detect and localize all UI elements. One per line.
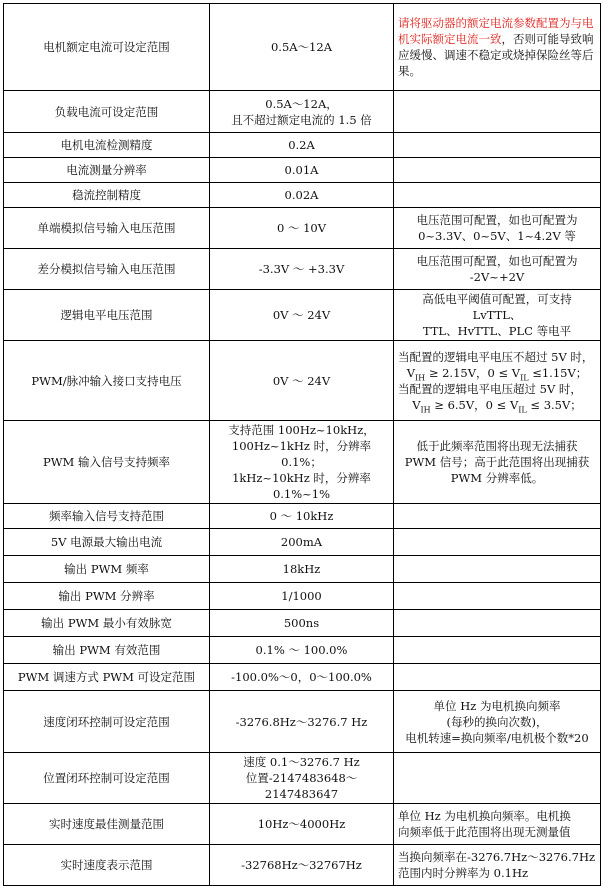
table-row xyxy=(4,4,601,91)
value-cell: 0.1% ～ 100.0% xyxy=(210,637,394,664)
note-cell xyxy=(394,183,601,208)
param-cell: PWM/脉冲输入接口支持电压 xyxy=(4,341,210,421)
value-cell: 10Hz～4000Hz xyxy=(210,804,394,845)
value-cell: -3.3V ～ +3.3V xyxy=(210,249,394,290)
note-cell: 单位 Hz 为电机换向频率 (每秒的换向次数)， 电机转速=换向频率/电机极个数*20 xyxy=(394,691,601,753)
note-cell xyxy=(394,583,601,610)
table-row xyxy=(4,249,601,290)
param-cell: 稳流控制精度 xyxy=(4,183,210,208)
table-row xyxy=(4,804,601,845)
param-cell: 电机额定电流可设定范围 xyxy=(4,4,210,91)
note-cell xyxy=(394,610,601,637)
note-cell: 电压范围可配置，如也可配置为 -2V~+2V xyxy=(394,249,601,290)
value-cell: -100.0%～0，0～100.0% xyxy=(210,664,394,691)
table-row xyxy=(4,845,601,886)
value-cell: 0.5A～12A， 且不超过额定电流的 1.5 倍 xyxy=(210,91,394,133)
value-cell: 0.5A～12A xyxy=(210,4,394,91)
note-cell: 当换向频率在-3276.7Hz～3276.7Hz 范围内时分辨率为 0.1Hz xyxy=(394,845,601,886)
note-cell xyxy=(394,158,601,183)
table-row xyxy=(4,341,601,421)
table-row xyxy=(4,753,601,804)
value-cell: 支持范围 100Hz~10kHz， 100Hz~1kHz 时，分辨率 0.1%； 1kHz~10kHz 时，分辨率 0.1%~1% xyxy=(210,421,394,504)
note-cell xyxy=(394,504,601,529)
table-row xyxy=(4,133,601,158)
note-cell xyxy=(394,91,601,133)
table-row xyxy=(4,691,601,753)
table-row xyxy=(4,421,601,504)
param-cell: 速度闭环控制可设定范围 xyxy=(4,691,210,753)
table-row xyxy=(4,91,601,133)
param-cell: 输出 PWM 分辨率 xyxy=(4,583,210,610)
note-cell xyxy=(394,664,601,691)
param-cell: 负载电流可设定范围 xyxy=(4,91,210,133)
param-cell: 输出 PWM 有效范围 xyxy=(4,637,210,664)
note-cell xyxy=(394,753,601,804)
value-cell: -32768Hz～32767Hz xyxy=(210,845,394,886)
table-row xyxy=(4,504,601,529)
param-cell: 实时速度最佳测量范围 xyxy=(4,804,210,845)
value-cell: 0.02A xyxy=(210,183,394,208)
note-cell: 单位 Hz 为电机换向频率。电机换 向频率低于此范围将出现无测量值 xyxy=(394,804,601,845)
table-row xyxy=(4,637,601,664)
param-cell: 输出 PWM 频率 xyxy=(4,556,210,583)
table-row xyxy=(4,208,601,249)
param-cell: 实时速度表示范围 xyxy=(4,845,210,886)
note-text: ，否则可能导致响应缓慢、调速不稳定或烧掉保险丝等后果。 xyxy=(398,32,594,78)
table-row xyxy=(4,556,601,583)
warning-text: 请将驱动器的额定电流参数配置为与电机实际额定电流一致 xyxy=(398,16,594,46)
param-cell: PWM 输入信号支持频率 xyxy=(4,421,210,504)
value-cell: 0V ～ 24V xyxy=(210,290,394,341)
table-row xyxy=(4,290,601,341)
param-cell: 电流测量分辨率 xyxy=(4,158,210,183)
param-cell: 差分模拟信号输入电压范围 xyxy=(4,249,210,290)
spec-table xyxy=(3,3,601,886)
table-row xyxy=(4,583,601,610)
param-cell: 单端模拟信号输入电压范围 xyxy=(4,208,210,249)
note-cell: 当配置的逻辑电平电压不超过 5V 时， $V_{IH} \ge 2.15V$，$0 \le V_{IL} \le 1.15V$； 当配置的逻辑电平电压超过 5V 时， $V_{IH} \ge 6.5V$，$0 \le V_{IL} \le 3.5V$； xyxy=(394,341,601,421)
note-cell: 高低电平阈值可配置，可支持 LvTTL、 TTL、HvTTL、PLC 等电平 xyxy=(394,290,601,341)
note-cell xyxy=(394,556,601,583)
param-cell: 位置闭环控制可设定范围 xyxy=(4,753,210,804)
value-cell: 500ns xyxy=(210,610,394,637)
table-row xyxy=(4,183,601,208)
param-cell: 5V 电源最大输出电流 xyxy=(4,529,210,556)
note-cell xyxy=(394,4,601,91)
note-cell: 低于此频率范围将出现无法捕获 PWM 信号；高于此范围将出现捕获 PWM 分辨率低。 xyxy=(394,421,601,504)
param-cell: 输出 PWM 最小有效脉宽 xyxy=(4,610,210,637)
table-row xyxy=(4,610,601,637)
note-cell xyxy=(394,529,601,556)
value-cell: 1/1000 xyxy=(210,583,394,610)
value-cell: 速度 0.1～3276.7 Hz 位置-2147483648～2147483647 xyxy=(210,753,394,804)
table-row xyxy=(4,158,601,183)
table-row xyxy=(4,664,601,691)
value-cell: -3276.8Hz～3276.7 Hz xyxy=(210,691,394,753)
table-row xyxy=(4,529,601,556)
value-cell: 0.2A xyxy=(210,133,394,158)
value-cell: 200mA xyxy=(210,529,394,556)
param-cell: PWM 调速方式 PWM 可设定范围 xyxy=(4,664,210,691)
note-cell: 电压范围可配置，如也可配置为 0~3.3V、0~5V、1~4.2V 等 xyxy=(394,208,601,249)
note-cell xyxy=(394,637,601,664)
param-cell: 逻辑电平电压范围 xyxy=(4,290,210,341)
note-cell xyxy=(394,133,601,158)
value-cell: 0V ～ 24V xyxy=(210,341,394,421)
value-cell: 18kHz xyxy=(210,556,394,583)
value-cell: 0.01A xyxy=(210,158,394,183)
value-cell: 0 ～ 10kHz xyxy=(210,504,394,529)
param-cell: 电机电流检测精度 xyxy=(4,133,210,158)
value-cell: 0 ～ 10V xyxy=(210,208,394,249)
param-cell: 频率输入信号支持范围 xyxy=(4,504,210,529)
